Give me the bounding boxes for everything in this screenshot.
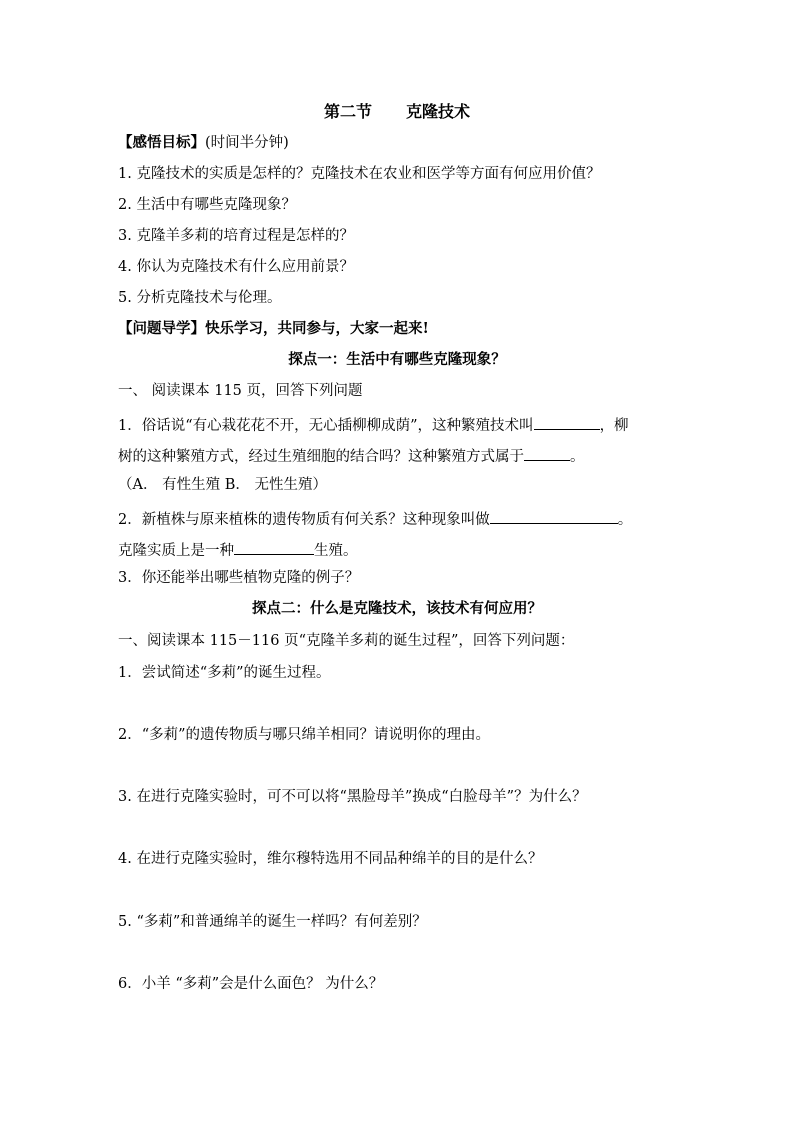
goal-item: 2. 生活中有哪些克隆现象？ — [118, 197, 296, 213]
goal-item: 4. 你认为克隆技术有什么应用前景？ — [118, 259, 354, 275]
goals-header: 【感悟目标】 — [118, 134, 205, 151]
question-2-line-1 — [118, 509, 632, 528]
goal-item: 1. 克隆技术的实质是怎样的？克隆技术在农业和医学等方面有何应用价值？ — [118, 166, 601, 182]
section1-read: 一、 阅读课本 115 页，回答下列问题 — [118, 383, 363, 399]
goals-header-line — [118, 136, 289, 151]
guide-line — [118, 322, 429, 337]
question-1-line-1 — [118, 415, 629, 434]
section2-heading: 探点二：什么是克隆技术，该技术有何应用？ — [252, 600, 542, 617]
question-2-text-d: 生殖。 — [314, 543, 358, 559]
section2-read: 一、阅读课本 115－116 页“克隆羊多莉的诞生过程”，回答下列问题： — [118, 633, 575, 649]
question-2-line-2 — [118, 540, 358, 559]
section2-question: 5. “多莉”和普通绵羊的诞生一样吗？有何差别？ — [118, 914, 427, 930]
title-topic: 克隆技术 — [406, 102, 471, 121]
goals-time-note: (时间半分钟) — [205, 135, 289, 151]
question-1-line-2 — [118, 446, 585, 465]
question-1-text: 1．俗话说“有心栽花花不开，无心插柳柳成荫”，这种繁殖技术叫 — [118, 418, 534, 434]
question-1-text-b: ，柳 — [599, 418, 629, 434]
section2-question: 2．“多莉”的遗传物质与哪只绵羊相同？请说明你的理由。 — [118, 727, 491, 743]
section1-heading: 探点一：生活中有哪些克隆现象？ — [288, 351, 506, 368]
page-title — [0, 104, 794, 120]
question-3: 3．你还能举出哪些植物克隆的例子？ — [118, 570, 360, 586]
question-1-options: （A． 有性生殖 B． 无性生殖） — [118, 477, 327, 493]
answer-blank[interactable] — [534, 415, 600, 430]
guide-slogan: 快乐学习，共同参与，大家一起来! — [205, 320, 429, 337]
question-2-text-b: 。 — [617, 512, 633, 528]
question-2-text-c: 克隆实质上是一种 — [118, 543, 234, 559]
answer-blank[interactable] — [490, 509, 618, 524]
title-section-number: 第二节 — [323, 102, 372, 121]
guide-header: 【问题导学】 — [118, 320, 205, 337]
question-1-text-c: 树的这种繁殖方式，经过生殖细胞的结合吗？这种繁殖方式属于 — [118, 449, 524, 465]
section2-question: 1．尝试简述“多莉”的诞生过程。 — [118, 665, 331, 681]
answer-blank[interactable] — [524, 446, 570, 461]
answer-blank[interactable] — [234, 540, 314, 555]
section2-question: 3. 在进行克隆实验时，可不可以将“黑脸母羊”换成“白脸母羊”？为什么？ — [118, 789, 587, 805]
section2-question: 6．小羊 “多莉”会是什么面色？ 为什么？ — [118, 976, 384, 992]
question-2-text: 2．新植株与原来植株的遗传物质有何关系？这种现象叫做 — [118, 512, 490, 528]
goal-item: 3. 克隆羊多莉的培育过程是怎样的？ — [118, 228, 354, 244]
goal-item: 5. 分析克隆技术与伦理。 — [118, 290, 282, 306]
section2-question: 4. 在进行克隆实验时，维尔穆特选用不同品种绵羊的目的是什么？ — [118, 851, 543, 867]
question-1-text-d: 。 — [570, 449, 585, 465]
